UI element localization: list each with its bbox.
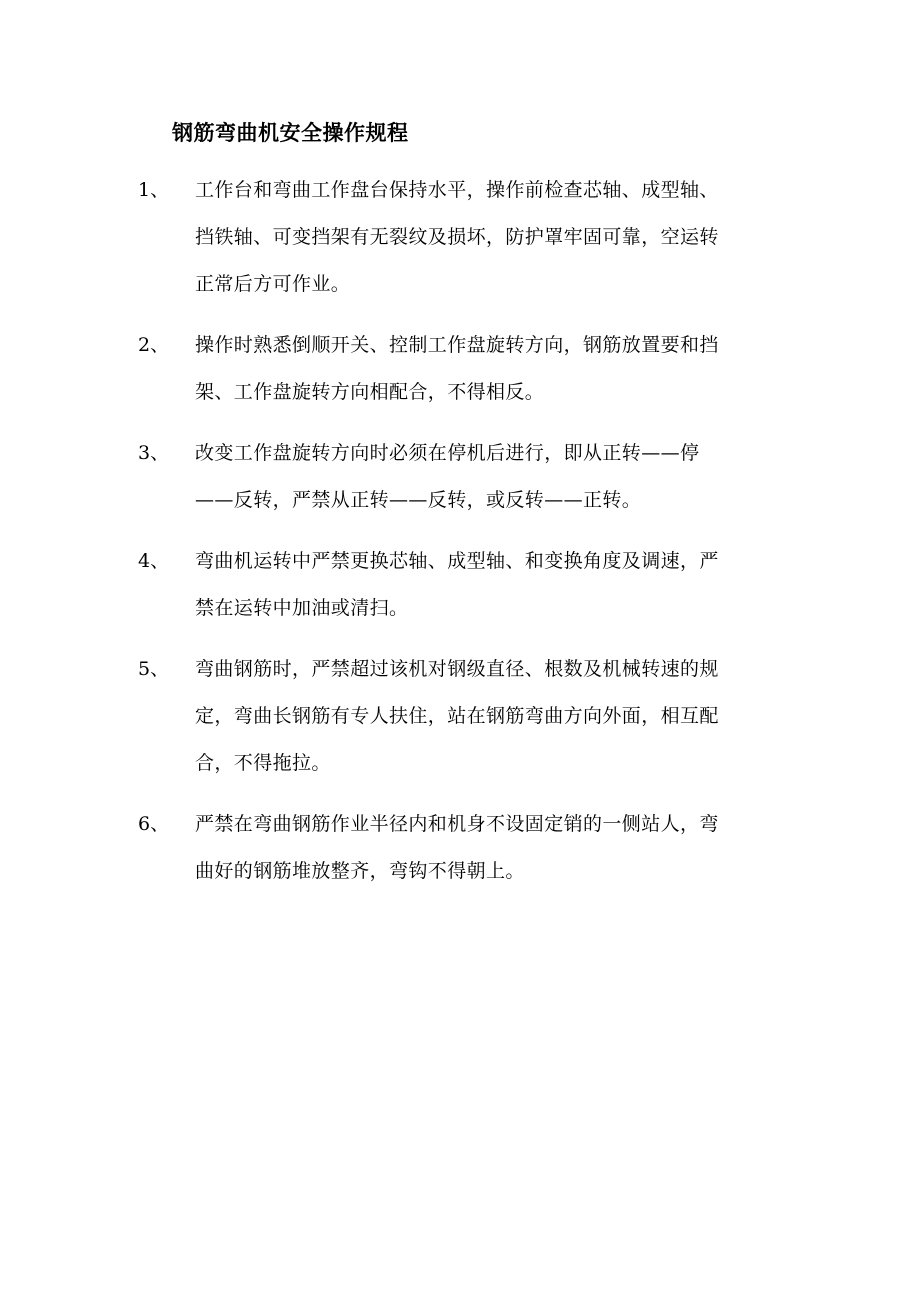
rule-item-4	[0, 538, 920, 632]
rule-line: 曲好的钢筋堆放整齐，弯钩不得朝上。	[195, 860, 525, 882]
rule-item-2	[0, 322, 920, 416]
rule-line: 合，不得拖拉。	[195, 752, 331, 774]
rule-line: 定，弯曲长钢筋有专人扶住，站在钢筋弯曲方向外面，相互配	[195, 705, 719, 727]
rule-text	[195, 801, 920, 895]
rule-line: 挡铁轴、可变挡架有无裂纹及损坏，防护罩牢固可靠，空运转	[195, 226, 719, 248]
rules-list	[0, 167, 920, 909]
rule-line: 弯曲机运转中严禁更换芯轴、成型轴、和变换角度及调速，严	[195, 550, 719, 572]
rule-number: 2、	[138, 334, 170, 356]
rule-number: 1、	[138, 179, 170, 201]
rule-line: ——反转，严禁从正转——反转，或反转——正转。	[195, 489, 642, 511]
rule-number: 3、	[138, 442, 170, 464]
rule-line: 操作时熟悉倒顺开关、控制工作盘旋转方向，钢筋放置要和挡	[195, 334, 719, 356]
rule-text	[195, 430, 920, 524]
rule-number: 5、	[138, 658, 170, 680]
rule-line: 架、工作盘旋转方向相配合，不得相反。	[195, 381, 545, 403]
rule-line: 严禁在弯曲钢筋作业半径内和机身不设固定销的一侧站人，弯	[195, 813, 719, 835]
rule-line: 改变工作盘旋转方向时必须在停机后进行，即从正转——停	[195, 442, 700, 464]
document-title: 钢筋弯曲机安全操作规程	[172, 120, 409, 145]
rule-text	[195, 167, 920, 308]
rule-item-6	[0, 801, 920, 895]
rule-line: 正常后方可作业。	[195, 273, 351, 295]
rule-line: 工作台和弯曲工作盘台保持水平，操作前检查芯轴、成型轴、	[195, 179, 719, 201]
rule-item-3	[0, 430, 920, 524]
rule-text	[195, 646, 920, 787]
rule-item-5	[0, 646, 920, 787]
rule-number: 4、	[138, 550, 170, 572]
rule-text	[195, 538, 920, 632]
rule-item-1	[0, 167, 920, 308]
rule-number: 6、	[138, 813, 170, 835]
rule-line: 禁在运转中加油或清扫。	[195, 597, 409, 619]
rule-text	[195, 322, 920, 416]
rule-line: 弯曲钢筋时，严禁超过该机对钢级直径、根数及机械转速的规	[195, 658, 719, 680]
